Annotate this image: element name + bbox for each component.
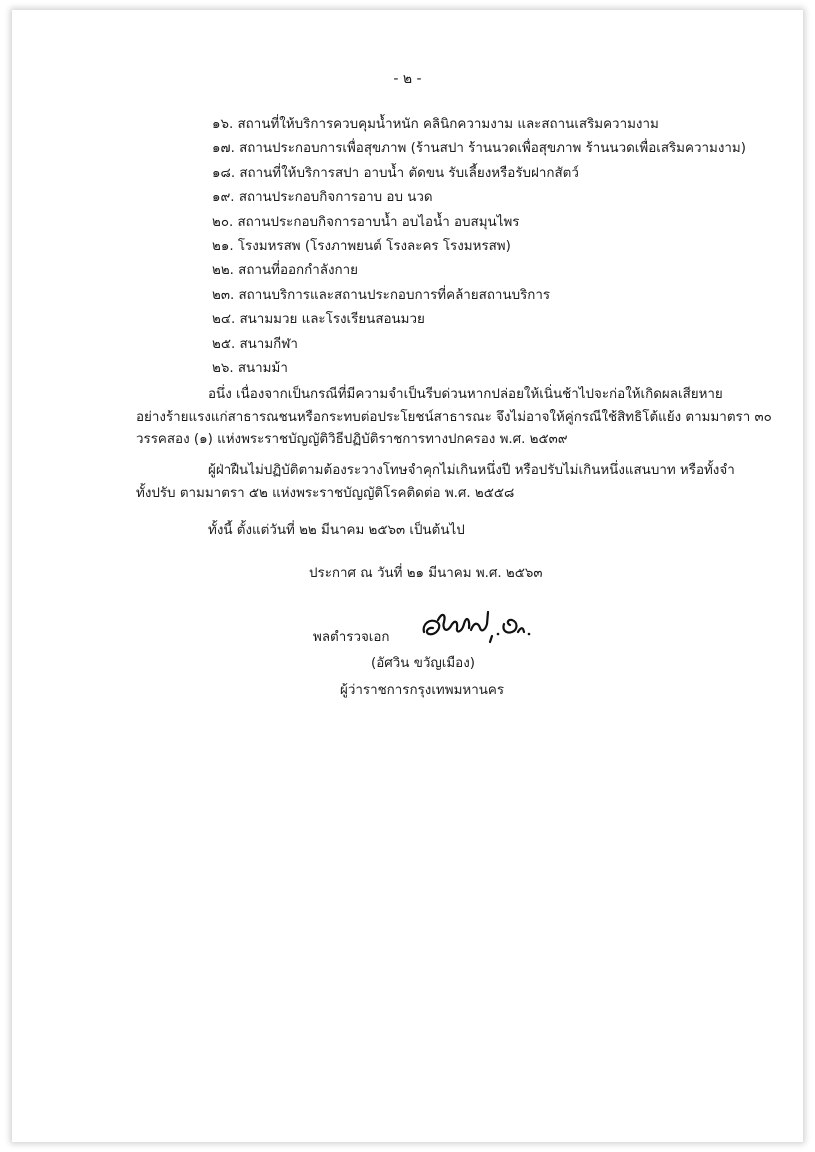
handwritten-signature xyxy=(418,606,538,646)
list-item: ๒๔. สนามมวย และโรงเรียนสอนมวย xyxy=(212,312,425,328)
list-item: ๒๖. สนามม้า xyxy=(212,360,288,376)
paragraph-line: ทั้งปรับ ตามมาตรา ๕๒ แห่งพระราชบัญญัติโรคติดต่อ พ.ศ. ๒๕๕๘ xyxy=(136,485,515,501)
page-number: - ๒ - xyxy=(393,71,422,87)
paragraph-line: อนึ่ง เนื่องจากเป็นกรณีที่มีความจำเป็นรีบด่วนหากปล่อยให้เนิ่นช้าไปจะก่อให้เกิดผลเสียหาย xyxy=(208,387,723,402)
list-item: ๒๓. สถานบริการและสถานประกอบการที่คล้ายสถานบริการ xyxy=(212,287,551,303)
list-item: ๑๙. สถานประกอบกิจการอาบ อบ นวด xyxy=(212,190,433,206)
list-item: ๑๖. สถานที่ให้บริการควบคุมน้ำหนัก คลินิกความงาม และสถานเสริมความงาม xyxy=(212,117,659,132)
list-item: ๑๗. สถานประกอบการเพื่อสุขภาพ (ร้านสปา ร้านนวดเพื่อสุขภาพ ร้านนวดเพื่อเสริมความงาม) xyxy=(212,141,746,157)
list-item: ๒๐. สถานประกอบกิจการอาบน้ำ อบไอน้ำ อบสมุนไพร xyxy=(212,214,520,230)
list-item: ๒๒. สถานที่ออกกำลังกาย xyxy=(212,263,358,279)
signatory-rank: พลตำรวจเอก xyxy=(313,630,390,645)
paragraph-line: วรรคสอง (๑) แห่งพระราชบัญญัติวิธีปฏิบัติราชการทางปกครอง พ.ศ. ๒๕๓๙ xyxy=(136,432,568,447)
urgency-paragraph xyxy=(136,384,772,452)
paragraph-line: อย่างร้ายแรงแก่สาธารณชนหรือกระทบต่อประโยชน์สาธารณะ จึงไม่อาจให้คู่กรณีใช้สิทธิโต้แย้ง ตามมาตรา ๓๐ xyxy=(136,409,772,425)
penalty-paragraph xyxy=(136,460,735,505)
establishment-list xyxy=(212,116,746,384)
list-item: ๑๘. สถานที่ให้บริการสปา อาบน้ำ ตัดขน รับเลี้ยงหรือรับฝากสัตว์ xyxy=(212,165,579,181)
paragraph-line: ผู้ฝ่าฝืนไม่ปฏิบัติตามต้องระวางโทษจำคุกไม่เกินหนึ่งปี หรือปรับไม่เกินหนึ่งแสนบาท หรือทั้งจำ xyxy=(208,463,735,478)
list-item: ๒๑. โรงมหรสพ (โรงภาพยนต์ โรงละคร โรงมหรสพ) xyxy=(212,238,511,254)
announcement-date: ประกาศ ณ วันที่ ๒๑ มีนาคม พ.ศ. ๒๕๖๓ xyxy=(309,566,543,581)
signatory-position: ผู้ว่าราชการกรุงเทพมหานคร xyxy=(340,683,505,698)
list-item: ๒๕. สนามกีฬา xyxy=(212,336,298,352)
effective-date-paragraph: ทั้งนี้ ตั้งแต่วันที่ ๒๒ มีนาคม ๒๕๖๓ เป็นต้นไป xyxy=(208,523,465,538)
signatory-name: (อัศวิน ขวัญเมือง) xyxy=(371,656,475,671)
